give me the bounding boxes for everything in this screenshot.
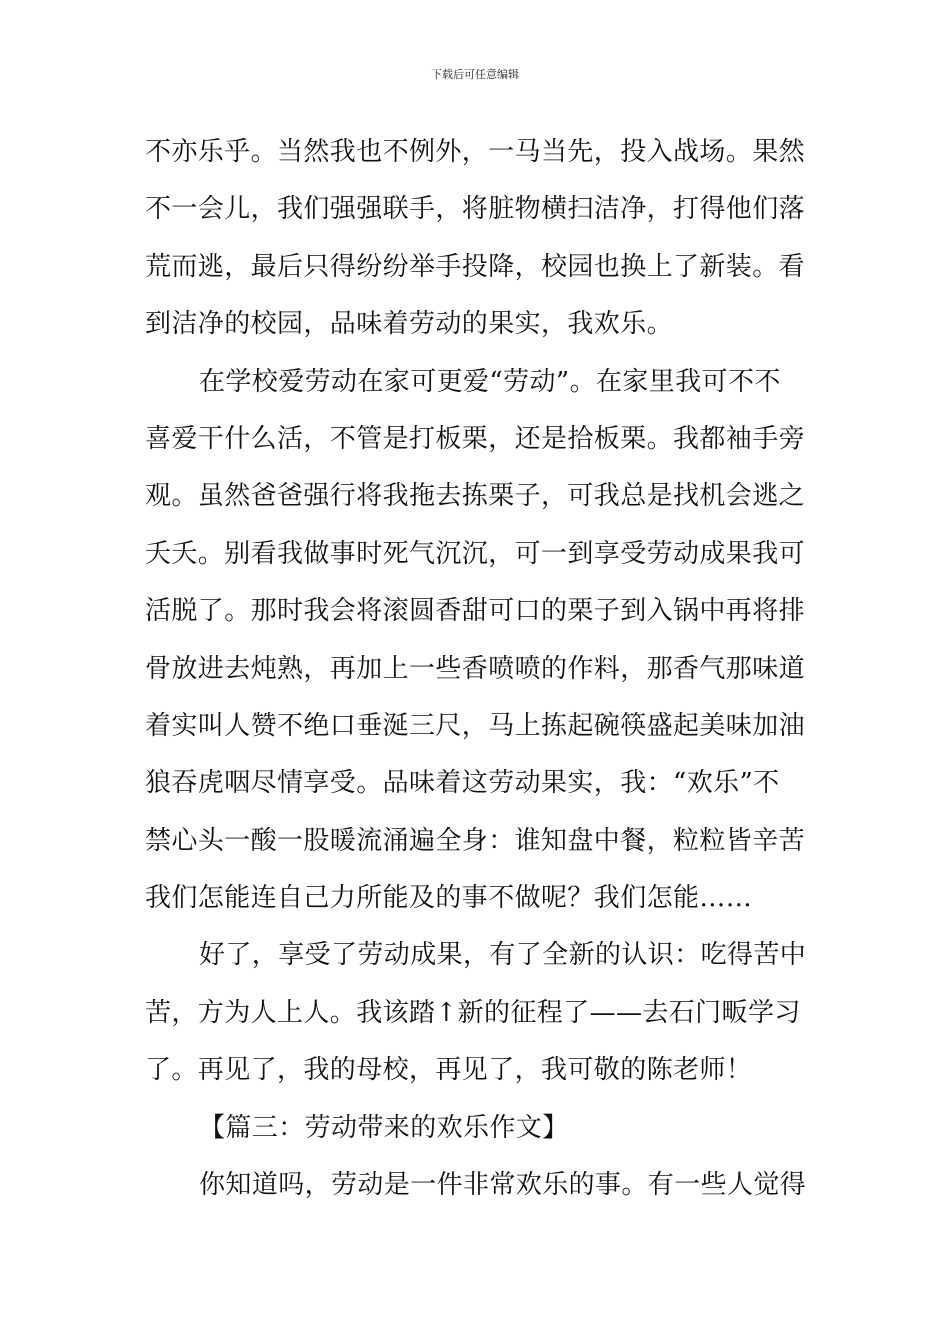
text-line: 苦，方为人上人。我该踏↑新的征程了——去石门畈学习 <box>145 997 801 1028</box>
text-line: 了。再见了，我的母校，再见了，我可敬的陈老师！ <box>145 1055 753 1086</box>
text-line: 不亦乐乎。当然我也不例外，一马当先，投入战场。果然 <box>145 137 806 167</box>
text-line: 骨放进去炖熟，再加上一些香喷喷的作料，那香气那味道 <box>145 653 806 684</box>
text-line: 喜爱干什么活，不管是打板栗，还是拾板栗。我都袖手旁 <box>145 423 806 454</box>
page-header: 下载后可任意编辑 <box>431 68 519 81</box>
text-line: 狼吞虎咽尽情享受。品味着这劳动果实，我：“欢乐”不 <box>145 768 780 799</box>
text-line: 不一会儿，我们强强联手，将脏物横扫洁净，打得他们落 <box>145 194 806 225</box>
text-line: 观。虽然爸爸强行将我拖去拣栗子，可我总是找机会逃之 <box>145 481 806 512</box>
text-line: 荒而逃，最后只得纷纷举手投降，校园也换上了新装。看 <box>145 251 806 282</box>
paragraph-start-line: 好了，享受了劳动成果，有了全新的认识：吃得苦中 <box>199 940 807 971</box>
paragraph-start-line: 你知道吗，劳动是一件非常欢乐的事。有一些人觉得 <box>199 1170 807 1201</box>
section-heading: 【篇三：劳动带来的欢乐作文】 <box>199 1112 569 1143</box>
paragraph-start-line: 在学校爱劳动在家可更爱“劳动”。在家里我可不不 <box>199 366 781 397</box>
document-body <box>145 124 810 1214</box>
text-line: 着实叫人赞不绝口垂涎三尺，马上拣起碗筷盛起美味加油 <box>145 710 806 741</box>
text-line: 活脱了。那时我会将滚圆香甜可口的栗子到入锅中再将排 <box>145 596 806 627</box>
text-line: 夭夭。别看我做事时死气沉沉，可一到享受劳动成果我可 <box>145 538 806 569</box>
text-line: 禁心头一酸一股暖流涌遍全身：谁知盘中餐，粒粒皆辛苦 <box>145 825 806 856</box>
text-line: 我们怎能连自己力所能及的事不做呢？我们怎能…… <box>145 883 753 914</box>
text-line: 到洁净的校园，品味着劳动的果实，我欢乐。 <box>145 309 674 340</box>
